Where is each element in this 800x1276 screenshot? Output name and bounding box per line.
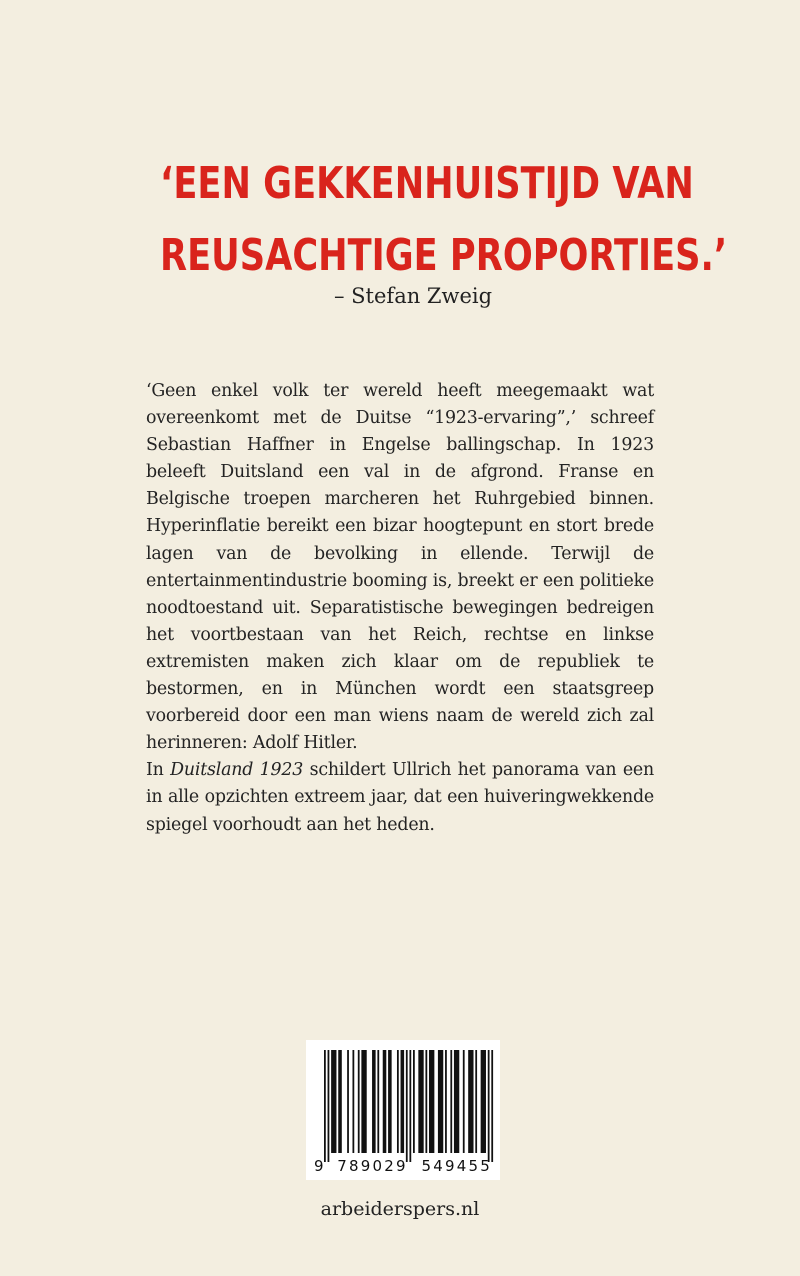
blurb-paragraph-2-prefix: In <box>146 760 164 781</box>
barcode-bar <box>425 1050 427 1153</box>
barcode-bar <box>481 1050 486 1153</box>
quote-attribution: – Stefan Zweig <box>334 284 493 308</box>
barcode-digit-first: 9 <box>314 1157 324 1175</box>
barcode-bar <box>347 1050 349 1153</box>
barcode-bar <box>397 1050 399 1153</box>
headline-quote <box>160 148 728 292</box>
publisher-website: arbeiderspers.nl <box>320 1198 480 1220</box>
barcode-bar <box>406 1050 408 1162</box>
quote-line-2: REUSACHTIGE PROPORTIES.’ <box>160 230 728 281</box>
barcode-bar <box>328 1050 330 1162</box>
barcode-bar <box>388 1050 392 1153</box>
blurb-text <box>146 378 654 839</box>
barcode-digits-left: 789029 <box>337 1157 408 1175</box>
barcode-bar <box>372 1050 376 1153</box>
barcode-bar <box>475 1050 477 1153</box>
barcode-bar <box>418 1050 423 1153</box>
barcode-bar <box>438 1050 443 1153</box>
barcode-bar <box>454 1050 459 1153</box>
barcode-bar <box>445 1050 447 1153</box>
barcode-bar <box>413 1050 415 1153</box>
barcode-bar <box>463 1050 465 1153</box>
barcode-bar <box>450 1050 452 1153</box>
quote-line-1: ‘EEN GEKKENHUISTIJD VAN <box>160 158 694 209</box>
blurb-paragraph-2-rest: schildert Ullrich het panorama van een in alle opzichten extreem jaar, dat een huiveringwekkende spiegel voorhoudt aan het heden. <box>146 760 655 835</box>
barcode-bar <box>409 1050 411 1162</box>
barcode-bar <box>324 1050 326 1162</box>
barcode-bar <box>401 1050 405 1153</box>
isbn-barcode <box>306 1040 500 1180</box>
barcode-digits <box>314 1157 492 1175</box>
barcode-bar <box>358 1050 360 1153</box>
barcode-bar <box>338 1050 342 1153</box>
barcode-bar <box>331 1050 336 1153</box>
barcode-bar <box>361 1050 366 1153</box>
blurb-paragraph-2 <box>146 757 654 838</box>
barcode-bar <box>488 1050 490 1162</box>
barcode-bar <box>377 1050 379 1153</box>
barcode-bar <box>383 1050 387 1153</box>
book-title-inline: Duitsland 1923 <box>170 760 304 781</box>
barcode-bar <box>468 1050 473 1153</box>
barcode-bar <box>429 1050 434 1153</box>
barcode-bar <box>352 1050 354 1153</box>
barcode-digits-right: 549455 <box>421 1157 492 1175</box>
blurb-paragraph-1: ‘Geen enkel volk ter wereld heeft meegemaakt wat overeenkomt met de Duitse “1923-ervaring”,’ schreef Sebastian Haffner in Engelse ballingschap. In 1923 beleeft Duitsland een val in de afgrond. Franse en Belgische troepen marcheren het Ruhrgebied binnen. Hyperinflatie bereikt een bizar hoogtepunt en stort brede lagen van de bevolking in ellende. Terwijl de entertainmentindustrie booming is, breekt er een politieke noodtoestand uit. Separatistische bewegingen bedreigen het voortbestaan van het Reich, rechtse en linkse extremisten maken zich klaar om de republiek te bestormen, en in München wordt een staatsgreep voorbereid door een man wiens naam de wereld zich zal herinneren: Adolf Hitler. <box>146 381 654 754</box>
barcode-bar <box>491 1050 493 1162</box>
